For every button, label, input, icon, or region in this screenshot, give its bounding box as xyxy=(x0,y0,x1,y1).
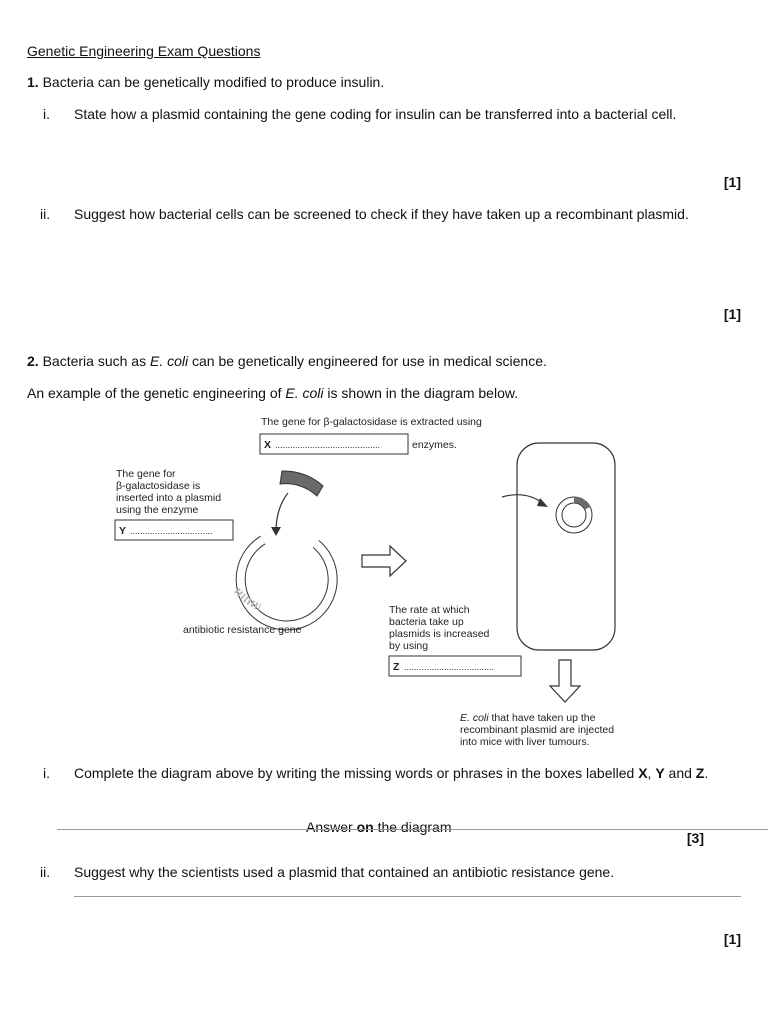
bacterium-cell xyxy=(517,443,615,650)
q2-ii-marks: [1] xyxy=(723,931,741,947)
q2-i-numeral: i. xyxy=(43,765,50,781)
q2-intro-species: E. coli xyxy=(285,385,324,401)
q1-ii-numeral: ii. xyxy=(40,206,51,222)
q2-i-z: Z xyxy=(695,765,705,781)
q2-ii-numeral: ii. xyxy=(40,864,51,880)
q1-ii-text: Suggest how bacterial cells can be screened to check if they have taken up a recombinant plasmid. xyxy=(74,206,689,222)
q2-stem-text-a: Bacteria such as xyxy=(42,353,150,369)
q2-i-sep1: , xyxy=(647,765,656,781)
answer-text-a: Answer xyxy=(306,819,357,835)
q2-ii-text: Suggest why the scientists used a plasmid that contained an antibiotic resistance gene. xyxy=(74,864,615,880)
box-x-suffix: enzymes. xyxy=(412,439,457,451)
box-y-letter: Y xyxy=(119,525,127,537)
q2-intro xyxy=(27,385,518,401)
q2-number: 2. xyxy=(27,353,39,369)
q2-i-sep2: and xyxy=(664,765,696,781)
q2-stem xyxy=(27,353,547,369)
q1-i-marks: [1] xyxy=(723,174,741,190)
q2-stem-text-b: can be genetically engineered for use in medical science. xyxy=(188,353,547,369)
q2-i-text-main: Complete the diagram above by writing the missing words or phrases in the boxes labelled xyxy=(74,765,639,781)
q2-intro-text-b: is shown in the diagram below. xyxy=(323,385,519,401)
answer-line xyxy=(57,829,768,830)
q2-intro-text-a: An example of the genetic engineering of xyxy=(27,385,286,401)
answer-text-bold: on xyxy=(356,819,374,835)
q1-ii-marks: [1] xyxy=(723,306,741,322)
answer-text-b: the diagram xyxy=(373,819,452,835)
gene-fragment xyxy=(280,471,323,496)
genetic-engineering-diagram xyxy=(0,405,768,750)
box-z-dots: .................................... xyxy=(404,662,495,672)
box-y-dots: ................................. xyxy=(130,526,213,536)
rate-label: The rate at which bacteria take up plasmids is increased by using xyxy=(389,604,490,652)
q1-number: 1. xyxy=(27,74,39,90)
q1-i-numeral: i. xyxy=(43,106,50,122)
resistance-gene-label: antibiotic resistance gene xyxy=(183,624,302,636)
q1-stem-text: Bacteria can be genetically modified to produce insulin. xyxy=(42,74,385,90)
diagram-top-label: The gene for β-galactosidase is extracted using xyxy=(261,416,482,428)
q2-i-end: . xyxy=(704,765,709,781)
q1-i-text: State how a plasmid containing the gene coding for insulin can be transferred into a bacterial cell. xyxy=(74,106,677,122)
q2-i-x: X xyxy=(638,765,648,781)
q2-i-marks: [3] xyxy=(686,830,704,846)
page-title: Genetic Engineering Exam Questions xyxy=(27,43,261,59)
diagram-left-label: The gene for β-galactosidase is inserted into a plasmid using the enzyme xyxy=(116,468,222,516)
q2-i-y: Y xyxy=(655,765,665,781)
box-x-letter: X xyxy=(264,439,272,451)
answer-on-diagram xyxy=(306,819,452,835)
injection-label: E. coli that have taken up the recombinant plasmid are injected into mice with liver tumours. xyxy=(460,712,615,748)
q2-i-text xyxy=(74,765,708,781)
insert-arrowhead xyxy=(271,527,281,536)
process-arrow-icon xyxy=(362,546,406,576)
answer-line-2[interactable] xyxy=(74,896,741,897)
box-z-letter: Z xyxy=(393,661,400,673)
down-arrow-icon xyxy=(550,660,580,702)
insert-arrow xyxy=(276,493,288,532)
q1-stem xyxy=(27,74,384,90)
box-x-dots: .......................................... xyxy=(275,440,381,450)
q2-stem-species: E. coli xyxy=(149,353,189,369)
